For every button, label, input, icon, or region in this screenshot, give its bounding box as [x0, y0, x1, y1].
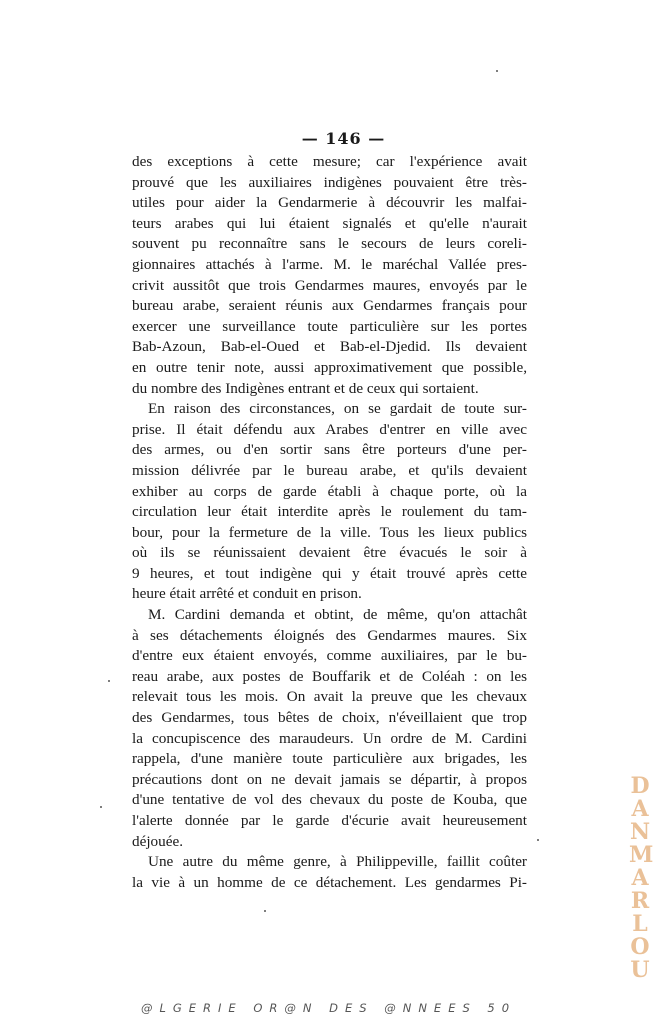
watermark-letter: U: [630, 957, 650, 983]
text-line: relevait tous les mois. On avait la preuve que les chevaux: [132, 688, 527, 706]
text-line: heure était arrêté et conduit en prison.: [132, 585, 362, 603]
scan-speck: [496, 70, 498, 72]
text-line: circulation leur était interdite après le roulement du tam-: [132, 503, 527, 521]
watermark-letter: R: [630, 888, 650, 914]
watermark-letter: N: [629, 819, 651, 845]
text-line: rappela, d'une manière toute particulière aux brigades, les: [132, 750, 527, 768]
text-line: l'alerte donnée par le garde d'écurie avait heureusement: [132, 812, 527, 829]
text-line: teurs arabes qui lui étaient signalés et qu'elle n'aurait: [132, 214, 527, 232]
watermark-letter: O: [630, 934, 650, 960]
text-line: des Gendarmes, tous bêtes de choix, n'éveillaient que trop: [132, 709, 527, 727]
watermark-letter: M: [629, 842, 654, 868]
text-line: souvent pu reconnaître sans le secours de leurs coreli-: [132, 235, 527, 253]
text-line: précautions dont on ne devait jamais se départir, à propos: [132, 770, 527, 788]
text-line: reau arabe, aux postes de Bouffarik et de Coléah : on les: [132, 667, 527, 685]
scan-speck: [537, 839, 539, 841]
watermark-letter: D: [630, 773, 650, 799]
text-line: 9 heures, et tout indigène qui y était trouvé après cette: [132, 564, 527, 582]
text-line: Une autre du même genre, à Philippeville, faillit coûter: [148, 853, 527, 871]
page-number: — 146 —: [301, 129, 386, 148]
watermark-letter: A: [631, 796, 649, 822]
scan-speck: [264, 910, 266, 912]
body-text: [132, 152, 527, 893]
text-line: mission délivrée par le bureau arabe, et qu'ils devaient: [132, 461, 527, 479]
text-line: exhiber au corps de garde établi à chaque porte, où la: [132, 482, 527, 500]
text-line: crivit aussitôt que trois Gendarmes maures, envoyés par le: [132, 276, 527, 294]
watermark-letter: A: [631, 865, 649, 891]
text-line: M. Cardini demanda et obtint, de même, qu'on attachât: [148, 606, 527, 624]
watermark-letter: L: [632, 911, 648, 937]
text-line: des armes, ou d'en sortir sans être porteurs d'une per-: [132, 441, 527, 459]
text-line: bureau arabe, seraient réunis aux Gendarmes français pour: [132, 297, 527, 315]
text-line: d'une tentative de vol des chevaux du poste de Kouba, que: [132, 791, 527, 809]
text-line: prouvé que les auxiliaires indigènes pouvaient être très-: [132, 173, 527, 191]
text-line: la vie à un homme de ce détachement. Les gendarmes Pi-: [132, 873, 527, 891]
text-line: prise. Il était défendu aux Arabes d'entrer en ville avec: [132, 420, 527, 438]
text-line: d'entre eux étaient envoyés, comme auxiliaires, par le bu-: [132, 647, 527, 665]
text-line: utiles pour aider la Gendarmerie à découvrir les malfai-: [132, 194, 527, 212]
text-line: Bab-Azoun, Bab-el-Oued et Bab-el-Djedid. Ils devaient: [132, 338, 527, 356]
text-line: des exceptions à cette mesure; car l'expérience avait: [132, 153, 527, 170]
text-line: en outre tenir note, aussi approximativement que possible,: [132, 358, 527, 376]
scan-speck: [100, 806, 102, 808]
scan-speck: [108, 680, 110, 682]
text-line: gionnaires attachés à l'arme. M. le maréchal Vallée pres-: [132, 255, 527, 273]
text-line: déjouée.: [132, 832, 184, 850]
text-line: où ils se réunissaient devaient être évacués le soir à: [132, 544, 527, 562]
footer-caption: @LGERIE OR@N DES @NNEES 50: [140, 1001, 517, 1015]
text-line: du nombre des Indigènes entrant et de ceux qui sortaient.: [132, 379, 479, 397]
text-line: la concupiscence des maraudeurs. Un ordre de M. Cardini: [132, 729, 527, 747]
watermark-vertical: [629, 773, 654, 983]
text-line: exercer une surveillance toute particulière sur les portes: [132, 317, 527, 335]
text-line: à ses détachements éloignés des Gendarmes maures. Six: [132, 626, 527, 644]
text-line: bour, pour la fermeture de la ville. Tous les lieux publics: [132, 523, 527, 541]
text-line: En raison des circonstances, on se gardait de toute sur-: [148, 400, 527, 418]
